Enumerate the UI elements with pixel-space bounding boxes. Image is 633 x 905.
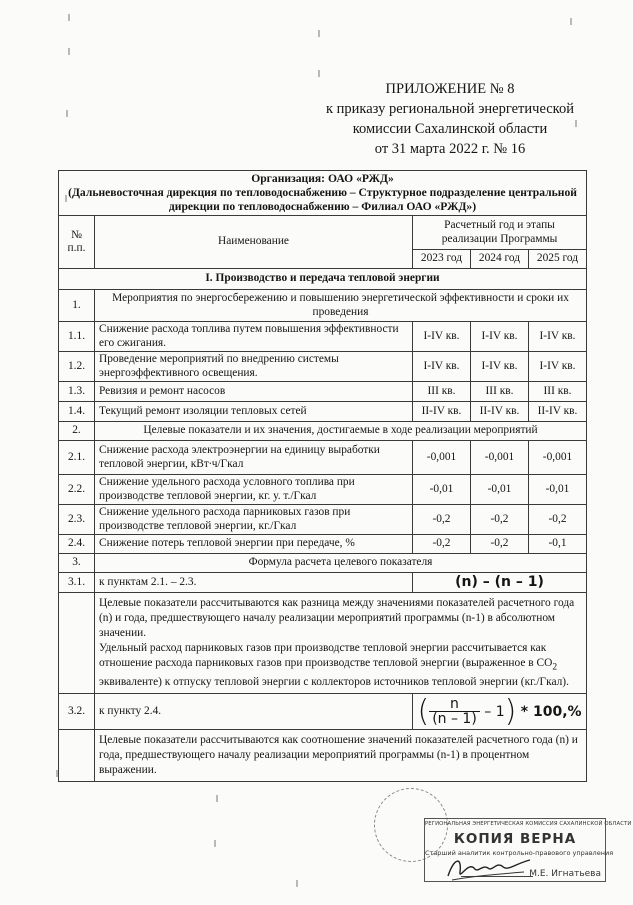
table-row xyxy=(59,535,587,554)
year-2024: 2024 год xyxy=(471,250,529,269)
row-num: 1.4. xyxy=(59,402,95,422)
table-row xyxy=(59,441,587,475)
table-row xyxy=(59,475,587,505)
cell-value: III кв. xyxy=(471,382,529,402)
appendix-title: ПРИЛОЖЕНИЕ № 8 xyxy=(385,81,515,97)
appendix-date: от 31 марта 2022 г. № 16 xyxy=(374,141,526,157)
table-row xyxy=(59,402,587,422)
cell-value: -0,001 xyxy=(413,441,471,475)
cell-value: -0,2 xyxy=(471,505,529,535)
formula-description: Целевые показатели рассчитываются как соотношение значений показателей расчетного года (n) и года, предшествующего началу реализации мероприятий программы (n-1) в процентном выражении. xyxy=(95,730,587,782)
row-name: Проведение мероприятий по внедрению системы энергоэффективного освещения. xyxy=(95,352,413,382)
row-name: Ревизия и ремонт насосов xyxy=(95,382,413,402)
row-name: Снижение расхода топлива путем повышения эффективности его сжигания. xyxy=(95,322,413,352)
cell-value: I-IV кв. xyxy=(529,322,587,352)
cell-value: III кв. xyxy=(413,382,471,402)
cell-value: I-IV кв. xyxy=(413,322,471,352)
fraction: $\frac{n}{(n - 1)}$ xyxy=(429,697,480,726)
stamp-copy-title: КОПИЯ ВЕРНА xyxy=(453,831,577,847)
handwritten-signature xyxy=(444,850,534,886)
cell-value: I-IV кв. xyxy=(413,352,471,382)
cell-value: -0,1 xyxy=(529,535,587,554)
organization-name: Организация: ОАО «РЖД» xyxy=(251,172,394,185)
stamp-position: Старший аналитик контрольно-правового управления xyxy=(425,849,614,857)
cell-value: -0,01 xyxy=(529,475,587,505)
cell-value: -0,001 xyxy=(471,441,529,475)
table-row xyxy=(59,322,587,352)
row-num: 2.1. xyxy=(59,441,95,475)
formula-row xyxy=(59,573,587,593)
formula-description-2: Удельный расход парниковых газов при производстве тепловой энергии рассчитывается как отношение расхода парниковых газов при производстве тепловой энергии (выраженное в $CO_2$ эквиваленте) к отпуску тепловой энергии с коллекторов источников тепловой энергии (кг./Гкал). xyxy=(99,642,569,689)
appendix-line-2: к приказу региональной энергетической xyxy=(325,101,574,117)
cell-value: III кв. xyxy=(529,382,587,402)
row-num: 2.3. xyxy=(59,505,95,535)
cell-value: I-IV кв. xyxy=(471,352,529,382)
formula-expression: ( $\frac{n}{(n - 1)}$ – 1) * 100,% xyxy=(413,694,587,730)
section-row xyxy=(59,269,587,290)
cell-value: -0,2 xyxy=(529,505,587,535)
row-num: 2.2. xyxy=(59,475,95,505)
cell-value: II-IV кв. xyxy=(471,402,529,422)
formula-row xyxy=(59,694,587,730)
section-title: I. Производство и передача тепловой энергии xyxy=(59,269,587,290)
group-num: 1. xyxy=(59,290,95,322)
organization-row xyxy=(59,171,587,216)
cell-value: I-IV кв. xyxy=(471,322,529,352)
cell-value: -0,01 xyxy=(471,475,529,505)
col-name-header: Наименование xyxy=(95,216,413,269)
formula-description-row xyxy=(59,730,587,782)
row-num: 2.4. xyxy=(59,535,95,554)
formula-label: к пункту 2.4. xyxy=(95,694,413,730)
cell-value: -0,2 xyxy=(413,535,471,554)
stamp-authority: РЕГИОНАЛЬНАЯ ЭНЕРГЕТИЧЕСКАЯ КОМИССИЯ САХАЛИНСКОЙ ОБЛАСТИ xyxy=(425,821,632,827)
formula-num: 3.2. xyxy=(59,694,95,730)
group-num: 2. xyxy=(59,422,95,441)
table-row xyxy=(59,382,587,402)
group-title: Мероприятия по энергосбережению и повышению энергетической эффективности и сроки их проведения xyxy=(95,290,587,322)
row-num: 1.1. xyxy=(59,322,95,352)
cell-value: -0,01 xyxy=(413,475,471,505)
cell-value: -0,2 xyxy=(413,505,471,535)
program-table xyxy=(58,170,587,782)
year-2023: 2023 год xyxy=(413,250,471,269)
row-name: Снижение потерь тепловой энергии при передаче, % xyxy=(95,535,413,554)
formula-description xyxy=(95,593,587,694)
col-period-header: Расчетный год и этапы реализации Программы xyxy=(413,216,587,250)
organization-details: (Дальневосточная дирекция по тепловодоснабжению – Структурное подразделение центральной дирекции по тепловодоснабжению – Филиал ОАО «РЖД») xyxy=(68,186,577,213)
group-row xyxy=(59,290,587,322)
formula-description-1: Целевые показатели рассчитываются как разница между значениями показателей расчетного года (n) и года, предшествующего началу реализации мероприятий программы (n-1) в абсолютном значении. xyxy=(99,597,575,639)
group-title: Формула расчета целевого показателя xyxy=(95,554,587,573)
appendix-line-3: комиссии Сахалинской области xyxy=(352,121,548,137)
group-num: 3. xyxy=(59,554,95,573)
formula-num: 3.1. xyxy=(59,573,95,593)
appendix-header xyxy=(320,79,580,159)
cell-value: -0,001 xyxy=(529,441,587,475)
row-num: 1.2. xyxy=(59,352,95,382)
col-num-header: № п.п. xyxy=(59,216,95,269)
stamp-signer: М.Е. Игнатьева xyxy=(529,869,601,879)
row-name: Снижение удельного расхода парниковых газов при производстве тепловой энергии, кг./Гкал xyxy=(95,505,413,535)
cell-value: II-IV кв. xyxy=(413,402,471,422)
formula-expression: (n) – (n – 1) xyxy=(413,573,587,593)
cell-value: II-IV кв. xyxy=(529,402,587,422)
group-row xyxy=(59,554,587,573)
row-name: Снижение расхода электроэнергии на единицу выработки тепловой энергии, кВт∙ч/Гкал xyxy=(95,441,413,475)
row-name: Текущий ремонт изоляции тепловых сетей xyxy=(95,402,413,422)
group-row xyxy=(59,422,587,441)
group-title: Целевые показатели и их значения, достигаемые в ходе реализации мероприятий xyxy=(95,422,587,441)
year-2025: 2025 год xyxy=(529,250,587,269)
row-name: Снижение удельного расхода условного топлива при производстве тепловой энергии, кг. у. т./Гкал xyxy=(95,475,413,505)
cell-value: I-IV кв. xyxy=(529,352,587,382)
table-row xyxy=(59,352,587,382)
column-header-row xyxy=(59,216,587,250)
formula-description-row xyxy=(59,593,587,694)
cell-value: -0,2 xyxy=(471,535,529,554)
formula-label: к пунктам 2.1. – 2.3. xyxy=(95,573,413,593)
table-row xyxy=(59,505,587,535)
row-num: 1.3. xyxy=(59,382,95,402)
